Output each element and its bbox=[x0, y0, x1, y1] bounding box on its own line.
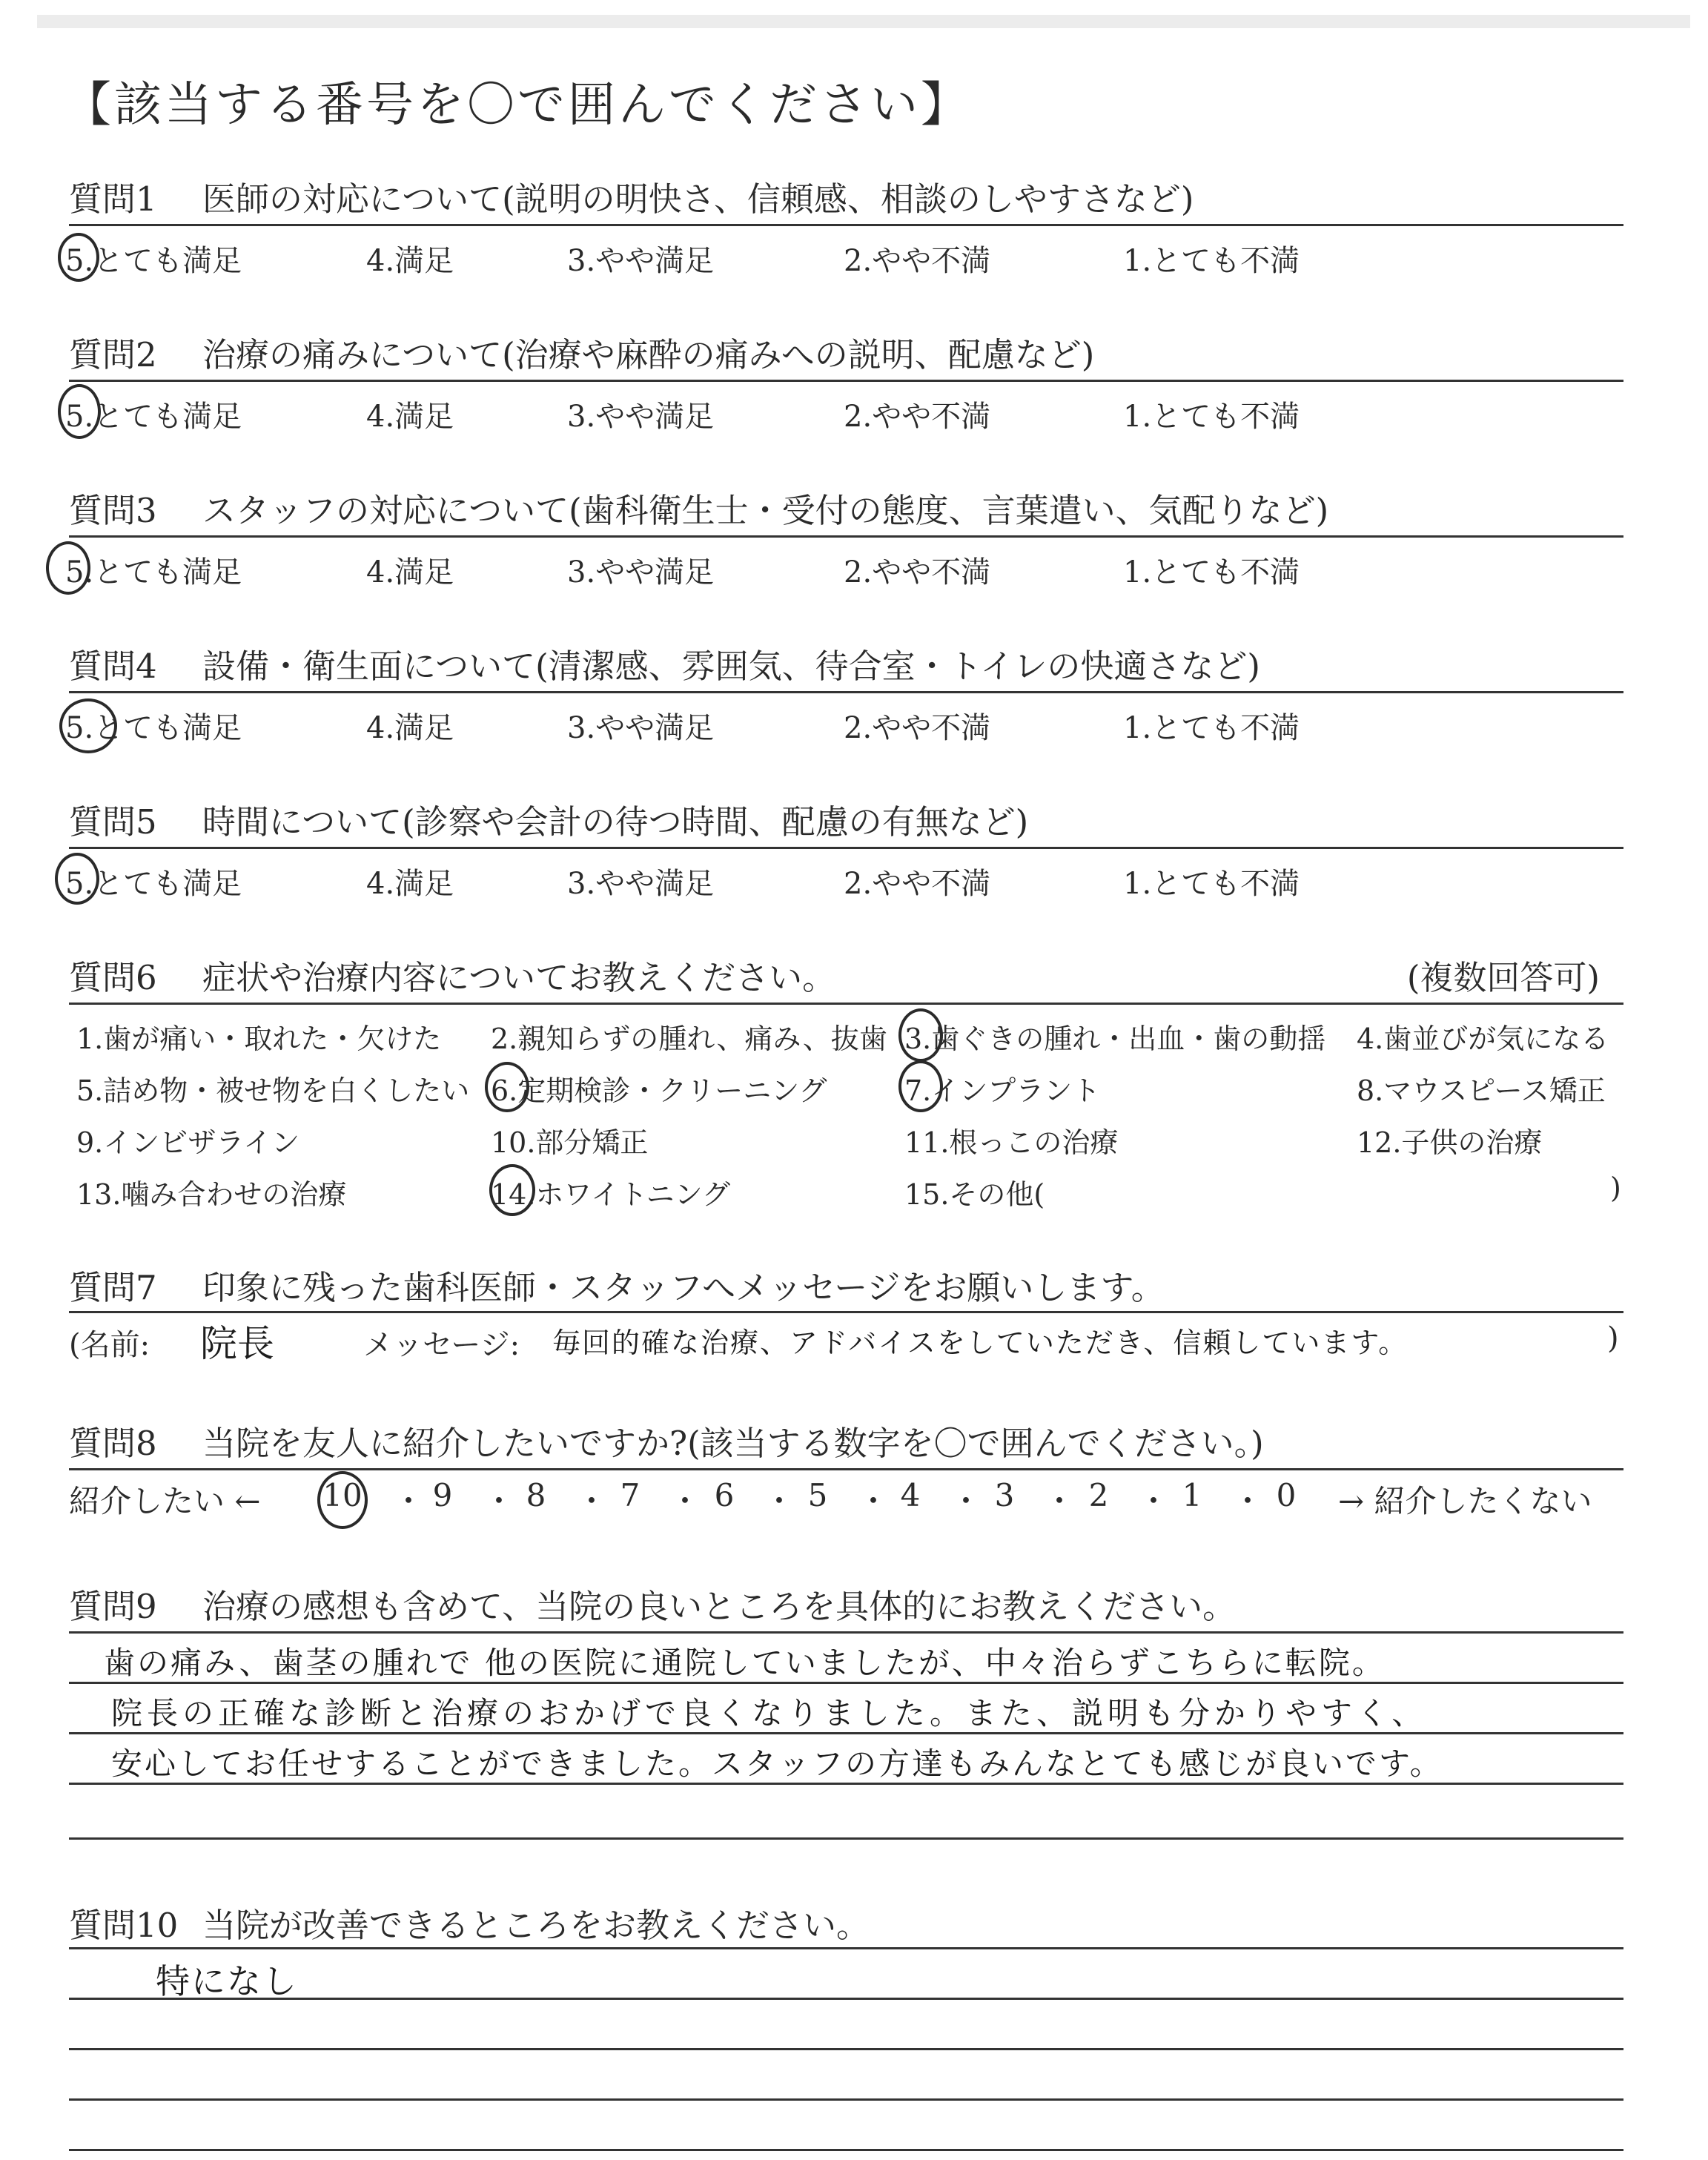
symptom-option[interactable]: 4.歯並びが気になる bbox=[1357, 1023, 1609, 1055]
scale-value-10[interactable]: 10 bbox=[322, 1477, 363, 1513]
question-title bbox=[69, 1579, 1236, 1628]
scale-separator: ・ bbox=[669, 1483, 701, 1519]
rating-option-4[interactable]: 4.満足 bbox=[366, 400, 454, 434]
symptom-option[interactable]: 5.詰め物・被せ物を白くしたい bbox=[76, 1074, 470, 1107]
rating-option-4[interactable]: 4.満足 bbox=[366, 867, 454, 901]
symptom-option[interactable]: 11.根っこの治療 bbox=[904, 1126, 1119, 1159]
underline bbox=[69, 847, 1623, 849]
scale-value-1[interactable]: 1 bbox=[1182, 1477, 1202, 1513]
question-title bbox=[69, 951, 835, 999]
rating-option-2[interactable]: 2.やや不満 bbox=[844, 555, 991, 589]
question-number: 質問9 bbox=[69, 1587, 157, 1626]
answer-rule bbox=[69, 1837, 1623, 1840]
scale-separator: ・ bbox=[576, 1483, 608, 1519]
question-number: 質問6 bbox=[69, 958, 157, 997]
answer-line[interactable]: 安心してお任せすることができました。スタッフの方達もみんなとても感じが良いです。 bbox=[111, 1745, 1443, 1782]
question-text: スタッフの対応について(歯科衛生士・受付の態度、言葉遣い、気配りなど) bbox=[202, 491, 1329, 530]
underline bbox=[69, 535, 1623, 538]
rating-option-4[interactable]: 4.満足 bbox=[366, 555, 454, 589]
question-title bbox=[69, 1898, 870, 1946]
answer-rule bbox=[69, 1682, 1623, 1684]
question-title bbox=[69, 328, 1094, 376]
question-text: 印象に残った歯科医師・スタッフへメッセージをお願いします。 bbox=[202, 1268, 1165, 1307]
underline bbox=[69, 1947, 1623, 1949]
answer-rule bbox=[69, 2149, 1623, 2151]
scale-value-7[interactable]: 7 bbox=[620, 1477, 640, 1513]
question-number: 質問2 bbox=[69, 335, 157, 374]
answer-rule bbox=[69, 1998, 1623, 2000]
answer-line[interactable]: 歯の痛み、歯茎の腫れで 他の医院に通院していましたが、中々治らずこちらに転院。 bbox=[104, 1645, 1386, 1681]
rating-option-2[interactable]: 2.やや不満 bbox=[844, 244, 991, 278]
question-text: 治療の感想も含めて、当院の良いところを具体的にお教えください。 bbox=[202, 1587, 1237, 1626]
question-title bbox=[69, 1261, 1165, 1309]
rating-option-4[interactable]: 4.満足 bbox=[366, 244, 454, 278]
rating-option-2[interactable]: 2.やや不満 bbox=[844, 867, 991, 901]
underline bbox=[69, 380, 1623, 382]
symptom-option[interactable]: 3.歯ぐきの腫れ・出血・歯の動揺 bbox=[904, 1023, 1326, 1055]
symptom-option[interactable]: 12.子供の治療 bbox=[1357, 1126, 1543, 1159]
close-paren: ) bbox=[1607, 1321, 1619, 1355]
scale-value-9[interactable]: 9 bbox=[432, 1477, 453, 1513]
scale-value-0[interactable]: 0 bbox=[1276, 1477, 1297, 1513]
underline bbox=[69, 1631, 1623, 1634]
answer-rule bbox=[69, 2098, 1623, 2101]
symptom-option[interactable]: 13.噛み合わせの治療 bbox=[76, 1178, 347, 1211]
scale-separator: ・ bbox=[1044, 1483, 1076, 1519]
question-text: 医師の対応について(説明の明快さ、信頼感、相談のしやすさなど) bbox=[202, 179, 1194, 219]
symptom-option[interactable]: 14.ホワイトニング bbox=[491, 1178, 731, 1211]
underline bbox=[69, 691, 1623, 693]
underline bbox=[69, 1311, 1623, 1313]
rating-option-1[interactable]: 1.とても不満 bbox=[1123, 867, 1300, 901]
question-title bbox=[69, 639, 1260, 687]
rating-option-3[interactable]: 3.やや満足 bbox=[567, 400, 715, 434]
rating-option-5[interactable]: 5.とても満足 bbox=[65, 867, 242, 901]
scale-value-6[interactable]: 6 bbox=[714, 1477, 735, 1513]
rating-option-3[interactable]: 3.やや満足 bbox=[567, 867, 715, 901]
question-number: 質問8 bbox=[69, 1424, 157, 1463]
other-close-paren: ) bbox=[1610, 1172, 1621, 1204]
question-number: 質問1 bbox=[69, 179, 157, 219]
scale-separator: ・ bbox=[1232, 1483, 1264, 1519]
rating-option-3[interactable]: 3.やや満足 bbox=[567, 244, 715, 278]
question-text: 時間について(診察や会計の待つ時間、配慮の有無など) bbox=[202, 802, 1029, 842]
rating-option-5[interactable]: 5.とても満足 bbox=[65, 400, 242, 434]
symptom-option[interactable]: 2.親知らずの腫れ、痛み、抜歯 bbox=[491, 1023, 887, 1055]
rating-option-1[interactable]: 1.とても不満 bbox=[1123, 555, 1300, 589]
scale-value-4[interactable]: 4 bbox=[900, 1477, 921, 1513]
symptom-option[interactable]: 8.マウスピース矯正 bbox=[1357, 1074, 1606, 1107]
rating-option-1[interactable]: 1.とても不満 bbox=[1123, 711, 1300, 745]
question-number: 質問5 bbox=[69, 802, 157, 842]
rating-option-1[interactable]: 1.とても不満 bbox=[1123, 244, 1300, 278]
rating-option-2[interactable]: 2.やや不満 bbox=[844, 400, 991, 434]
question-text: 症状や治療内容についてお教えください。 bbox=[202, 958, 836, 997]
answer-line[interactable]: 院長の正確な診断と治療のおかげで良くなりました。また、説明も分かりやすく、 bbox=[111, 1695, 1428, 1731]
answer-rule bbox=[69, 1732, 1623, 1734]
name-label: (名前: bbox=[69, 1328, 150, 1362]
rating-option-3[interactable]: 3.やや満足 bbox=[567, 555, 715, 589]
scale-separator: ・ bbox=[764, 1483, 795, 1519]
answer-rule bbox=[69, 1783, 1623, 1785]
question-title bbox=[69, 1416, 1264, 1464]
question-text: 当院を友人に紹介したいですか?(該当する数字を〇で囲んでください。) bbox=[202, 1424, 1264, 1463]
answer-line[interactable]: 特になし bbox=[156, 1961, 298, 2001]
question-number: 質問4 bbox=[69, 647, 157, 686]
scale-value-8[interactable]: 8 bbox=[526, 1477, 546, 1513]
question-title bbox=[69, 172, 1194, 220]
question-title bbox=[69, 483, 1328, 532]
recommend-right-label: → 紹介したくない bbox=[1338, 1483, 1592, 1519]
question-text: 設備・衛生面について(清潔感、雰囲気、待合室・トイレの快適さなど) bbox=[202, 647, 1260, 686]
question-number: 質問3 bbox=[69, 491, 157, 530]
scale-value-2[interactable]: 2 bbox=[1088, 1477, 1109, 1513]
scale-value-3[interactable]: 3 bbox=[994, 1477, 1015, 1513]
rating-option-3[interactable]: 3.やや満足 bbox=[567, 711, 715, 745]
multiple-answers-note: (複数回答可) bbox=[1406, 958, 1600, 997]
underline bbox=[69, 224, 1623, 226]
scale-separator: ・ bbox=[1138, 1483, 1170, 1519]
message-label: メッセージ: bbox=[363, 1328, 520, 1362]
rating-option-1[interactable]: 1.とても不満 bbox=[1123, 400, 1300, 434]
message-answer[interactable]: 毎回的確な治療、アドバイスをしていただき、信頼しています。 bbox=[552, 1327, 1409, 1359]
symptom-option[interactable]: 7.インプラント bbox=[904, 1074, 1101, 1107]
recommend-left-label: 紹介したい ← bbox=[69, 1483, 261, 1519]
question-text: 治療の痛みについて(治療や麻酔の痛みへの説明、配慮など) bbox=[202, 335, 1095, 374]
scan-top-edge bbox=[37, 15, 1690, 28]
underline bbox=[69, 1468, 1623, 1470]
scale-value-5[interactable]: 5 bbox=[807, 1477, 828, 1513]
symptom-option[interactable]: 1.歯が痛い・取れた・欠けた bbox=[76, 1023, 442, 1055]
question-number: 質問7 bbox=[69, 1268, 157, 1307]
symptom-option[interactable]: 6.定期検診・クリーニング bbox=[491, 1074, 827, 1107]
question-title bbox=[69, 795, 1028, 843]
scale-separator: ・ bbox=[393, 1483, 425, 1519]
scale-separator: ・ bbox=[858, 1483, 890, 1519]
name-answer[interactable]: 院長 bbox=[200, 1322, 274, 1365]
answer-rule bbox=[69, 2048, 1623, 2050]
symptom-option[interactable]: 10.部分矯正 bbox=[491, 1126, 649, 1159]
symptom-option[interactable]: 15.その他( bbox=[904, 1178, 1045, 1211]
question-number: 質問10 bbox=[69, 1906, 179, 1945]
form-instruction: 【該当する番号を〇で囲んでください】 bbox=[64, 78, 971, 133]
rating-option-5[interactable]: 5.とても満足 bbox=[65, 555, 242, 589]
scale-separator: ・ bbox=[483, 1483, 515, 1519]
scale-separator: ・ bbox=[950, 1483, 982, 1519]
rating-option-5[interactable]: 5.とても満足 bbox=[65, 244, 242, 278]
question-text: 当院が改善できるところをお教えください。 bbox=[202, 1906, 870, 1945]
rating-option-4[interactable]: 4.満足 bbox=[366, 711, 454, 745]
rating-option-5[interactable]: 5.とても満足 bbox=[65, 711, 242, 745]
underline bbox=[69, 1003, 1623, 1005]
symptom-option[interactable]: 9.インビザライン bbox=[76, 1126, 300, 1159]
rating-option-2[interactable]: 2.やや不満 bbox=[844, 711, 991, 745]
